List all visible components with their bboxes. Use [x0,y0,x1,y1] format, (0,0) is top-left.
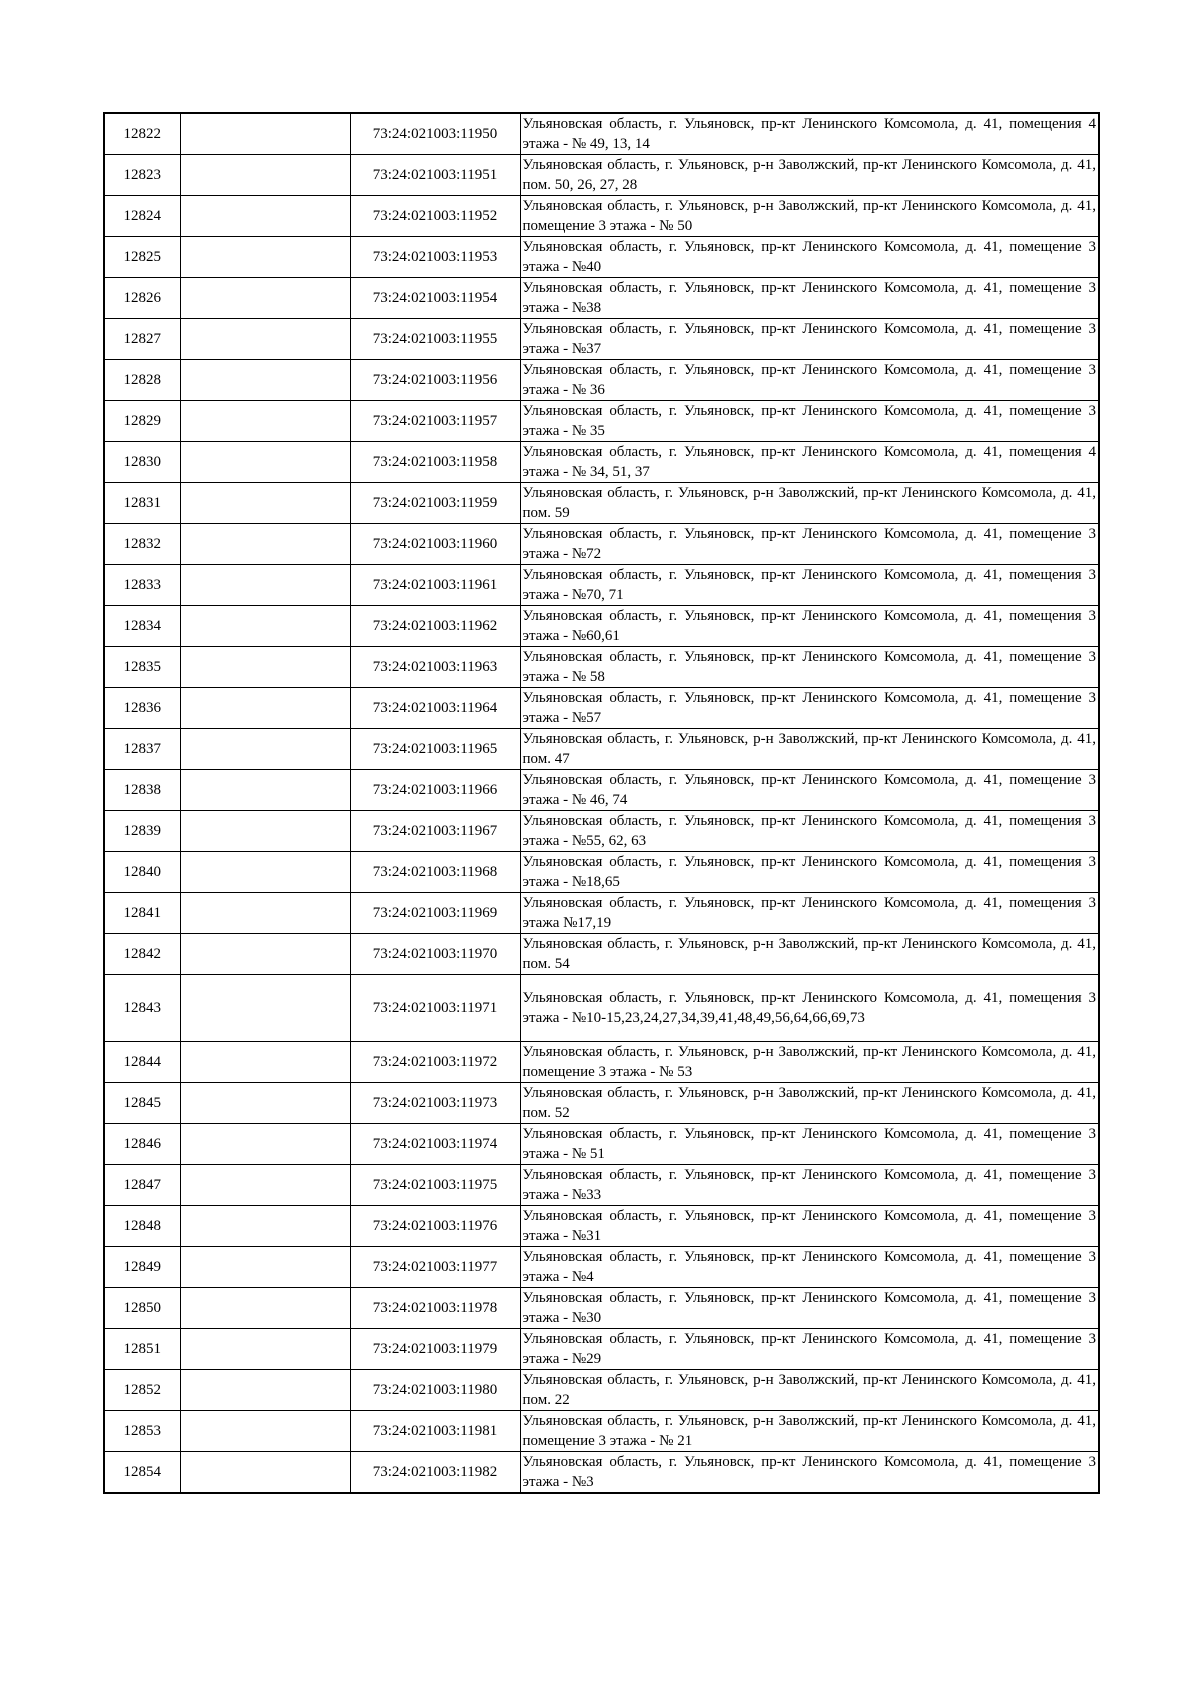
empty-cell [180,401,350,442]
address-text: Ульяновская область, г. Ульяновск, пр-кт Ленинского Комсомола, д. 41, помещение 3 этажа - №33 [522,1167,1096,1203]
registry-table-body [104,113,1099,1493]
empty-cell [180,852,350,893]
address-text: Ульяновская область, г. Ульяновск, пр-кт Ленинского Комсомола, д. 41, помещение 3 этажа - №29 [522,1331,1096,1367]
cadastral-number-cell: 73:24:021003:11954 [350,278,520,319]
row-number-cell: 12832 [104,524,180,565]
table-row [104,319,1099,360]
empty-cell [180,893,350,934]
table-row [104,442,1099,483]
address-text: Ульяновская область, г. Ульяновск, р-н Заволжский, пр-кт Ленинского Комсомола, д. 41, пом. 22 [522,1372,1096,1408]
cadastral-number-cell: 73:24:021003:11973 [350,1083,520,1124]
address-text: Ульяновская область, г. Ульяновск, пр-кт Ленинского Комсомола, д. 41, помещения 3 этажа - №60,61 [522,608,1096,644]
address-text: Ульяновская область, г. Ульяновск, пр-кт Ленинского Комсомола, д. 41, помещение 3 этажа - № 46, 74 [522,772,1096,808]
row-number-cell: 12837 [104,729,180,770]
cadastral-number-cell: 73:24:021003:11963 [350,647,520,688]
address-text: Ульяновская область, г. Ульяновск, р-н Заволжский, пр-кт Ленинского Комсомола, д. 41, помещение 3 этажа - № 53 [522,1044,1096,1080]
table-row [104,975,1099,1042]
cadastral-number-cell: 73:24:021003:11958 [350,442,520,483]
empty-cell [180,113,350,155]
empty-cell [180,1206,350,1247]
address-text: Ульяновская область, г. Ульяновск, пр-кт Ленинского Комсомола, д. 41, помещение 3 этажа - №31 [522,1208,1096,1244]
row-number-cell: 12847 [104,1165,180,1206]
address-cell [520,893,1099,934]
table-row [104,811,1099,852]
address-text: Ульяновская область, г. Ульяновск, пр-кт Ленинского Комсомола, д. 41, помещения 3 этажа - №18,65 [522,854,1096,890]
empty-cell [180,483,350,524]
table-row [104,1206,1099,1247]
empty-cell [180,729,350,770]
address-cell [520,319,1099,360]
address-text: Ульяновская область, г. Ульяновск, пр-кт Ленинского Комсомола, д. 41, помещение 3 этажа - №57 [522,690,1096,726]
table-row [104,893,1099,934]
empty-cell [180,155,350,196]
address-text: Ульяновская область, г. Ульяновск, пр-кт Ленинского Комсомола, д. 41, помещение 3 этажа - № 58 [522,649,1096,685]
address-cell [520,975,1099,1042]
row-number-cell: 12850 [104,1288,180,1329]
address-cell [520,1206,1099,1247]
table-row [104,852,1099,893]
empty-cell [180,811,350,852]
address-text: Ульяновская область, г. Ульяновск, р-н Заволжский, пр-кт Ленинского Комсомола, д. 41, пом. 50, 26, 27, 28 [522,157,1096,193]
address-cell [520,1329,1099,1370]
cadastral-number-cell: 73:24:021003:11980 [350,1370,520,1411]
table-row [104,1452,1099,1494]
empty-cell [180,1247,350,1288]
empty-cell [180,770,350,811]
cadastral-number-cell: 73:24:021003:11978 [350,1288,520,1329]
empty-cell [180,934,350,975]
cadastral-number-cell: 73:24:021003:11956 [350,360,520,401]
row-number-cell: 12840 [104,852,180,893]
row-number-cell: 12827 [104,319,180,360]
address-cell [520,647,1099,688]
address-cell [520,155,1099,196]
table-row [104,1165,1099,1206]
address-text: Ульяновская область, г. Ульяновск, пр-кт Ленинского Комсомола, д. 41, помещение 3 этажа - №72 [522,526,1096,562]
address-cell [520,237,1099,278]
empty-cell [180,1165,350,1206]
address-cell [520,1165,1099,1206]
row-number-cell: 12826 [104,278,180,319]
table-row [104,1411,1099,1452]
row-number-cell: 12842 [104,934,180,975]
address-cell [520,770,1099,811]
table-row [104,524,1099,565]
row-number-cell: 12846 [104,1124,180,1165]
cadastral-number-cell: 73:24:021003:11976 [350,1206,520,1247]
address-cell [520,852,1099,893]
table-row [104,688,1099,729]
table-row [104,155,1099,196]
cadastral-number-cell: 73:24:021003:11975 [350,1165,520,1206]
address-text: Ульяновская область, г. Ульяновск, пр-кт Ленинского Комсомола, д. 41, помещения 4 этажа - № 49, 13, 14 [522,116,1096,152]
table-row [104,1042,1099,1083]
address-cell [520,442,1099,483]
address-cell [520,1124,1099,1165]
cadastral-number-cell: 73:24:021003:11972 [350,1042,520,1083]
table-row [104,647,1099,688]
empty-cell [180,1288,350,1329]
address-cell [520,934,1099,975]
registry-table [103,112,1100,1494]
address-text: Ульяновская область, г. Ульяновск, пр-кт Ленинского Комсомола, д. 41, помещение 3 этажа - №30 [522,1290,1096,1326]
address-text: Ульяновская область, г. Ульяновск, р-н Заволжский, пр-кт Ленинского Комсомола, д. 41, помещение 3 этажа - № 21 [522,1413,1096,1449]
cadastral-number-cell: 73:24:021003:11955 [350,319,520,360]
cadastral-number-cell: 73:24:021003:11966 [350,770,520,811]
cadastral-number-cell: 73:24:021003:11952 [350,196,520,237]
table-row [104,278,1099,319]
cadastral-number-cell: 73:24:021003:11974 [350,1124,520,1165]
address-cell [520,565,1099,606]
table-row [104,1329,1099,1370]
address-cell [520,360,1099,401]
address-cell [520,1042,1099,1083]
address-text: Ульяновская область, г. Ульяновск, пр-кт Ленинского Комсомола, д. 41, помещения 3 этажа - №70, 71 [522,567,1096,603]
row-number-cell: 12833 [104,565,180,606]
table-row [104,1247,1099,1288]
cadastral-number-cell: 73:24:021003:11979 [350,1329,520,1370]
cadastral-number-cell: 73:24:021003:11950 [350,113,520,155]
address-text: Ульяновская область, г. Ульяновск, р-н Заволжский, пр-кт Ленинского Комсомола, д. 41, пом. 47 [522,731,1096,767]
row-number-cell: 12849 [104,1247,180,1288]
cadastral-number-cell: 73:24:021003:11959 [350,483,520,524]
row-number-cell: 12854 [104,1452,180,1494]
address-text: Ульяновская область, г. Ульяновск, р-н Заволжский, пр-кт Ленинского Комсомола, д. 41, пом. 54 [522,936,1096,972]
empty-cell [180,688,350,729]
row-number-cell: 12848 [104,1206,180,1247]
table-row [104,1370,1099,1411]
row-number-cell: 12843 [104,975,180,1042]
row-number-cell: 12836 [104,688,180,729]
address-text: Ульяновская область, г. Ульяновск, пр-кт Ленинского Комсомола, д. 41, помещение 3 этажа - №4 [522,1249,1096,1285]
row-number-cell: 12831 [104,483,180,524]
table-row [104,401,1099,442]
row-number-cell: 12853 [104,1411,180,1452]
address-text: Ульяновская область, г. Ульяновск, пр-кт Ленинского Комсомола, д. 41, помещение 3 этажа - №40 [522,239,1096,275]
table-row [104,113,1099,155]
row-number-cell: 12841 [104,893,180,934]
row-number-cell: 12844 [104,1042,180,1083]
row-number-cell: 12822 [104,113,180,155]
table-row [104,934,1099,975]
address-text: Ульяновская область, г. Ульяновск, пр-кт Ленинского Комсомола, д. 41, помещения 3 этажа - №10-15,23,24,27,34,39,41,48,49,56,64,66,69,73 [522,990,1096,1026]
cadastral-number-cell: 73:24:021003:11960 [350,524,520,565]
cadastral-number-cell: 73:24:021003:11968 [350,852,520,893]
address-cell [520,606,1099,647]
table-row [104,1083,1099,1124]
empty-cell [180,237,350,278]
empty-cell [180,975,350,1042]
table-row [104,606,1099,647]
cadastral-number-cell: 73:24:021003:11964 [350,688,520,729]
cadastral-number-cell: 73:24:021003:11951 [350,155,520,196]
table-row [104,770,1099,811]
row-number-cell: 12823 [104,155,180,196]
table-row [104,360,1099,401]
row-number-cell: 12835 [104,647,180,688]
empty-cell [180,1411,350,1452]
row-number-cell: 12830 [104,442,180,483]
cadastral-number-cell: 73:24:021003:11981 [350,1411,520,1452]
row-number-cell: 12852 [104,1370,180,1411]
table-row [104,1288,1099,1329]
address-text: Ульяновская область, г. Ульяновск, пр-кт Ленинского Комсомола, д. 41, помещения 3 этажа - №55, 62, 63 [522,813,1096,849]
table-row [104,483,1099,524]
cadastral-number-cell: 73:24:021003:11961 [350,565,520,606]
address-cell [520,1452,1099,1494]
address-text: Ульяновская область, г. Ульяновск, р-н Заволжский, пр-кт Ленинского Комсомола, д. 41, пом. 52 [522,1085,1096,1121]
empty-cell [180,319,350,360]
address-cell [520,113,1099,155]
address-text: Ульяновская область, г. Ульяновск, пр-кт Ленинского Комсомола, д. 41, помещение 3 этажа - №3 [522,1454,1096,1490]
table-row [104,1124,1099,1165]
cadastral-number-cell: 73:24:021003:11967 [350,811,520,852]
cadastral-number-cell: 73:24:021003:11957 [350,401,520,442]
table-row [104,196,1099,237]
address-text: Ульяновская область, г. Ульяновск, р-н Заволжский, пр-кт Ленинского Комсомола, д. 41, пом. 59 [522,485,1096,521]
empty-cell [180,442,350,483]
address-text: Ульяновская область, г. Ульяновск, пр-кт Ленинского Комсомола, д. 41, помещение 3 этажа - № 36 [522,362,1096,398]
row-number-cell: 12828 [104,360,180,401]
row-number-cell: 12824 [104,196,180,237]
address-cell [520,1288,1099,1329]
address-cell [520,1083,1099,1124]
empty-cell [180,647,350,688]
row-number-cell: 12838 [104,770,180,811]
cadastral-number-cell: 73:24:021003:11982 [350,1452,520,1494]
row-number-cell: 12829 [104,401,180,442]
table-row [104,729,1099,770]
address-cell [520,483,1099,524]
row-number-cell: 12825 [104,237,180,278]
address-text: Ульяновская область, г. Ульяновск, пр-кт Ленинского Комсомола, д. 41, помещение 3 этажа - №38 [522,280,1096,316]
empty-cell [180,606,350,647]
address-cell [520,524,1099,565]
row-number-cell: 12834 [104,606,180,647]
empty-cell [180,1042,350,1083]
empty-cell [180,1452,350,1494]
row-number-cell: 12851 [104,1329,180,1370]
address-cell [520,196,1099,237]
address-cell [520,1411,1099,1452]
empty-cell [180,1083,350,1124]
address-cell [520,811,1099,852]
row-number-cell: 12839 [104,811,180,852]
empty-cell [180,1124,350,1165]
address-cell [520,688,1099,729]
empty-cell [180,1329,350,1370]
address-text: Ульяновская область, г. Ульяновск, р-н Заволжский, пр-кт Ленинского Комсомола, д. 41, помещение 3 этажа - № 50 [522,198,1096,234]
address-text: Ульяновская область, г. Ульяновск, пр-кт Ленинского Комсомола, д. 41, помещение 3 этажа - №37 [522,321,1096,357]
address-text: Ульяновская область, г. Ульяновск, пр-кт Ленинского Комсомола, д. 41, помещения 4 этажа - № 34, 51, 37 [522,444,1096,480]
cadastral-number-cell: 73:24:021003:11962 [350,606,520,647]
empty-cell [180,196,350,237]
address-cell [520,1247,1099,1288]
cadastral-number-cell: 73:24:021003:11971 [350,975,520,1042]
table-row [104,565,1099,606]
address-text: Ульяновская область, г. Ульяновск, пр-кт Ленинского Комсомола, д. 41, помещение 3 этажа - № 51 [522,1126,1096,1162]
table-row [104,237,1099,278]
cadastral-number-cell: 73:24:021003:11977 [350,1247,520,1288]
cadastral-number-cell: 73:24:021003:11970 [350,934,520,975]
empty-cell [180,278,350,319]
empty-cell [180,360,350,401]
cadastral-number-cell: 73:24:021003:11965 [350,729,520,770]
empty-cell [180,565,350,606]
empty-cell [180,524,350,565]
address-cell [520,729,1099,770]
empty-cell [180,1370,350,1411]
address-cell [520,401,1099,442]
address-cell [520,1370,1099,1411]
row-number-cell: 12845 [104,1083,180,1124]
address-cell [520,278,1099,319]
cadastral-number-cell: 73:24:021003:11969 [350,893,520,934]
address-text: Ульяновская область, г. Ульяновск, пр-кт Ленинского Комсомола, д. 41, помещения 3 этажа №17,19 [522,895,1096,931]
address-text: Ульяновская область, г. Ульяновск, пр-кт Ленинского Комсомола, д. 41, помещение 3 этажа - № 35 [522,403,1096,439]
cadastral-number-cell: 73:24:021003:11953 [350,237,520,278]
